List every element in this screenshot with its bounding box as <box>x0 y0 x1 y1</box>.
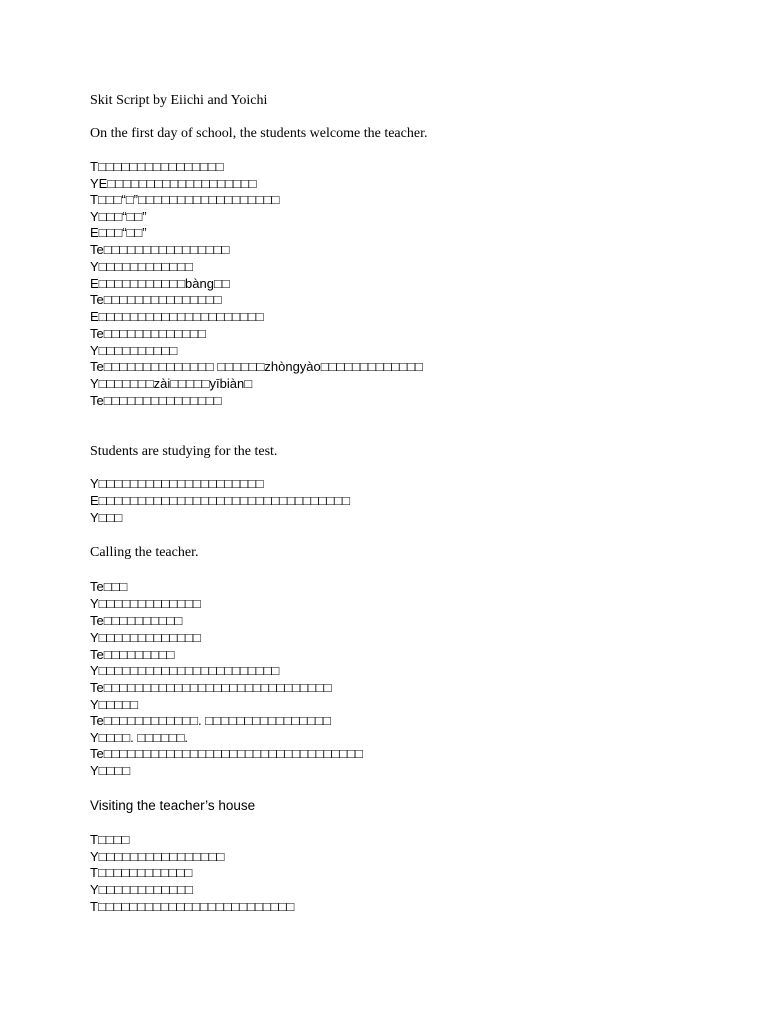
intro-paragraph: On the first day of school, the students welcome the teacher. <box>90 126 428 141</box>
script-line: Y□□□□ <box>90 763 131 778</box>
script-line: Te□□□□□□□□□□□□. □□□□□□□□□□□□□□□□ <box>90 713 331 728</box>
script-line: Y□□□□□□□zài□□□□□yībiàn□ <box>90 376 253 391</box>
script-line: Y□□□□□□□□□□□□□□□□□□□□□□□ <box>90 663 280 678</box>
script-line: T□□□□□□□□□□□□□□□□□□□□□□□□□ <box>90 899 295 914</box>
script-line: YE□□□□□□□□□□□□□□□□□□□ <box>90 176 257 191</box>
script-line: Te□□□□□□□□□□□□□ <box>90 326 206 341</box>
script-line: Y□□□□□□□□□□□□□ <box>90 596 201 611</box>
script-line: T□□□□ <box>90 832 130 847</box>
script-line: Y□□□ <box>90 510 123 525</box>
script-line: Y□□□□□□□□□□□□□□□□□□□□□ <box>90 476 264 491</box>
script-line: E□□□□□□□□□□□□□□□□□□□□□ <box>90 309 264 324</box>
script-line: Y□□□□. □□□□□□. <box>90 730 189 745</box>
script-line: Te□□□□□□□□□□□□□□□□ <box>90 242 230 257</box>
section-heading-study: Students are studying for the test. <box>90 444 278 459</box>
section-heading-visit: Visiting the teacher’s house <box>90 798 256 813</box>
script-line: T□□□□□□□□□□□□ <box>90 865 193 880</box>
script-line: Y□□□□□□□□□□□□ <box>90 882 193 897</box>
script-line: E□□□□□□□□□□□□□□□□□□□□□□□□□□□□□□□□ <box>90 493 350 508</box>
script-line: Te□□□ <box>90 579 128 594</box>
script-line: Y□□□□□□□□□□□□□□□□ <box>90 849 225 864</box>
script-line: Te□□□□□□□□□□□□□□ □□□□□□zhòngyào□□□□□□□□□□□□□ <box>90 359 423 374</box>
script-line: Te□□□□□□□□□□□□□□□ <box>90 292 222 307</box>
script-line: T□□□□□□□□□□□□□□□□ <box>90 159 224 174</box>
section-heading-calling: Calling the teacher. <box>90 545 199 560</box>
script-line: E□□□□□□□□□□□bàng□□ <box>90 276 230 291</box>
script-line: Y□□□□□□□□□□□□ <box>90 259 193 274</box>
script-line: Y□□□“□□” <box>90 209 147 224</box>
script-line: Y□□□□□□□□□□□□□ <box>90 630 201 645</box>
script-line: E□□□“□□” <box>90 225 147 240</box>
script-line: T□□□“□”□□□□□□□□□□□□□□□□□□ <box>90 192 280 207</box>
document-title: Skit Script by Eiichi and Yoichi <box>90 93 268 108</box>
script-line: Te□□□□□□□□□□□□□□□□□□□□□□□□□□□□□□□□□ <box>90 746 363 761</box>
script-line: Te□□□□□□□□□□□□□□□ <box>90 393 222 408</box>
script-line: Te□□□□□□□□□ <box>90 647 175 662</box>
script-line: Te□□□□□□□□□□□□□□□□□□□□□□□□□□□□□ <box>90 680 332 695</box>
script-line: Te□□□□□□□□□□ <box>90 613 183 628</box>
script-line: Y□□□□□□□□□□ <box>90 343 178 358</box>
script-line: Y□□□□□ <box>90 697 138 712</box>
